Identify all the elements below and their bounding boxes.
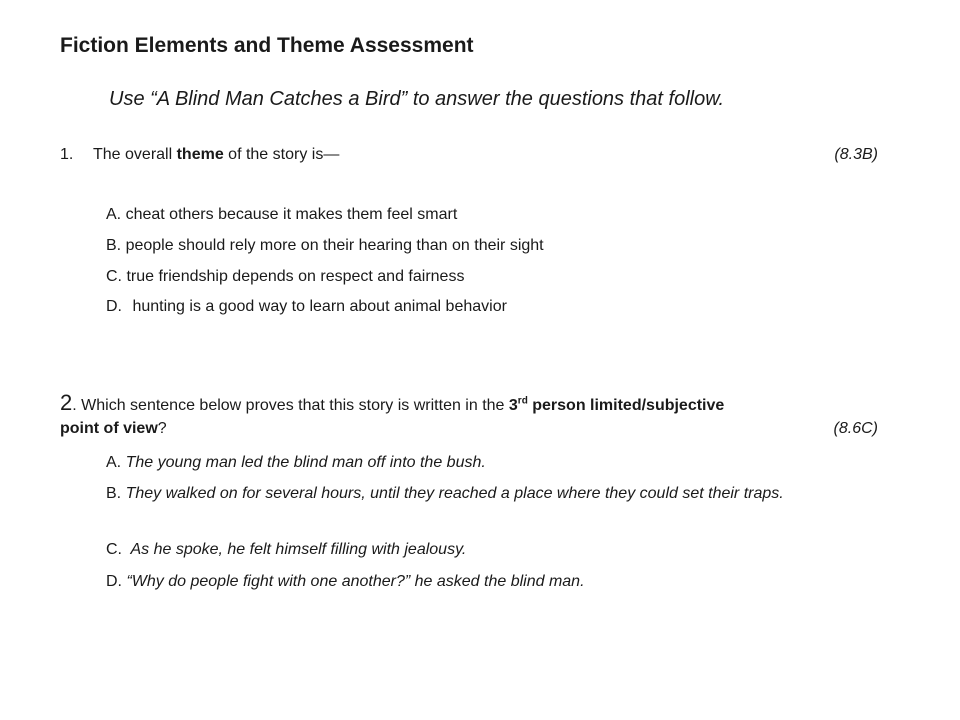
question-2-option-a[interactable]	[106, 451, 878, 475]
option-text: true friendship depends on respect and fairness	[126, 268, 465, 285]
question-1-text-before: The overall	[93, 146, 177, 163]
question-2-keyword-pov: point of view	[60, 420, 158, 437]
question-1	[60, 146, 878, 168]
option-letter: B.	[106, 237, 122, 254]
instructions: Use “A Blind Man Catches a Bird” to answer the questions that follow.	[109, 88, 725, 110]
option-letter: A.	[106, 454, 122, 471]
question-1-option-b[interactable]	[106, 237, 544, 255]
question-2-option-c[interactable]	[106, 538, 878, 562]
question-2-keyword: person limited/subjective	[527, 397, 725, 414]
question-2-keyword-number: 3	[508, 397, 518, 414]
option-letter: C.	[106, 268, 122, 285]
question-2-standard-code: (8.6C)	[833, 420, 878, 437]
option-text: cheat others because it makes them feel smart	[125, 206, 458, 223]
question-1-number: 1.	[60, 146, 74, 163]
option-letter: A.	[106, 206, 122, 223]
option-text: The young man led the blind man off into the bush.	[125, 454, 486, 471]
question-2-text-end: ?	[157, 420, 167, 437]
option-letter: D.	[106, 573, 122, 590]
option-text: “Why do people fight with one another?” he asked the blind man.	[126, 573, 585, 590]
question-2	[60, 390, 878, 416]
question-1-option-a[interactable]	[106, 206, 457, 224]
option-letter: B.	[106, 485, 122, 502]
question-1-text	[93, 146, 339, 164]
question-2-number: 2	[60, 390, 73, 415]
option-letter: D.	[106, 298, 122, 315]
question-1-standard-code: (8.3B)	[834, 146, 878, 163]
option-text: They walked on for several hours, until they reached a place where they could set their traps.	[125, 485, 784, 502]
question-2-option-b[interactable]	[106, 482, 878, 506]
option-letter: C.	[106, 541, 122, 558]
question-2-superscript: rd	[517, 395, 528, 407]
question-1-keyword: theme	[176, 146, 224, 163]
question-1-text-after: of the story is—	[223, 146, 340, 163]
question-2-text: . Which sentence below proves that this story is written in the	[72, 397, 509, 414]
option-text: people should rely more on their hearing than on their sight	[125, 237, 544, 254]
question-1-option-d[interactable]	[106, 298, 507, 316]
option-text: As he spoke, he felt himself filling with jealousy.	[130, 541, 467, 558]
question-2-line-2	[60, 420, 878, 442]
option-text: hunting is a good way to learn about animal behavior	[132, 298, 507, 315]
assessment-title: Fiction Elements and Theme Assessment	[60, 34, 474, 57]
question-2-option-d[interactable]	[106, 570, 878, 594]
question-1-option-c[interactable]	[106, 268, 464, 286]
